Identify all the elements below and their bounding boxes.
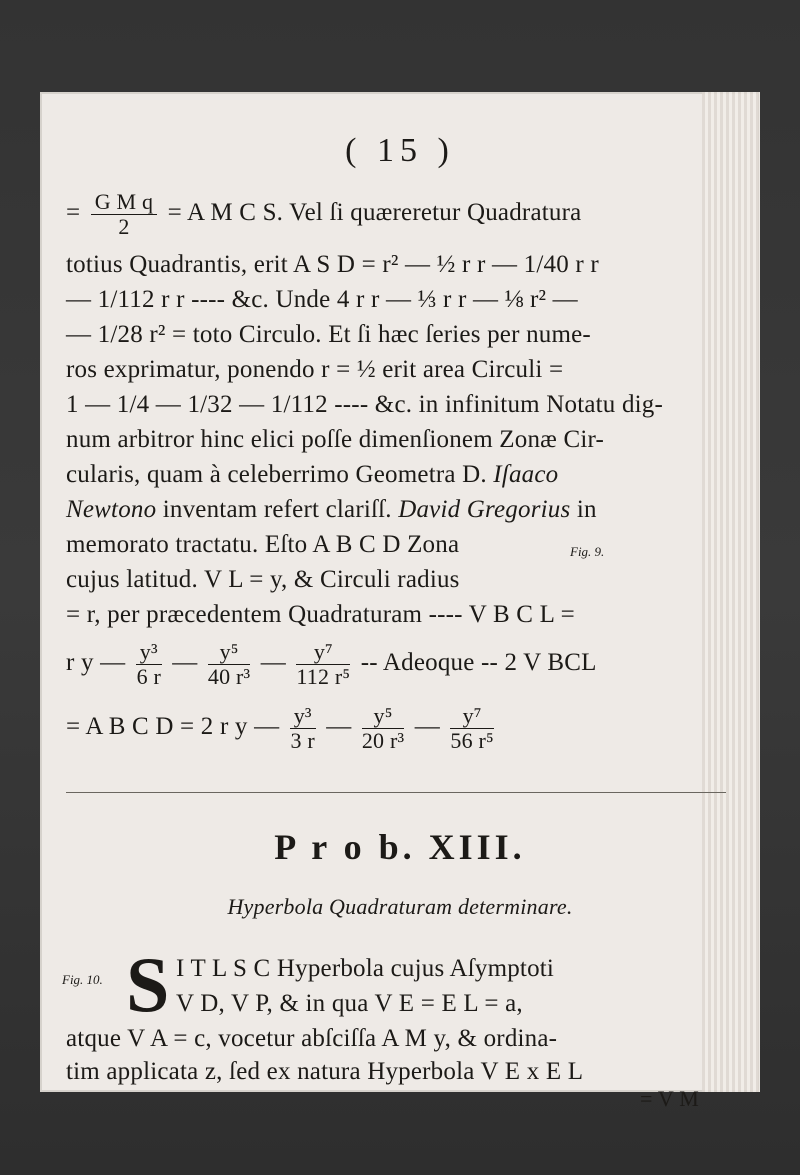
text-line-10: memorato tractatu. Eſto A B C D Zona xyxy=(66,531,460,558)
section-divider xyxy=(66,792,726,793)
text-line-6: 1 — 1/4 — 1/32 — 1/112 ---- &c. in infinitum Notatu dig- xyxy=(66,391,664,418)
text-line-12: = r, per præcedentem Quadraturam ---- V B C L = xyxy=(66,601,575,628)
text-line-9: Newtono inventam refert clariſſ. David Gregorius in xyxy=(66,496,597,523)
text-line-2: totius Quadrantis, erit A S D = r² — ½ r r — 1/40 r r xyxy=(66,251,599,278)
text-line-4: — 1/28 r² = toto Circulo. Et ſi hæc ſeries per nume- xyxy=(66,321,591,348)
fraction-14-2: $\frac{\text{y⁵}}{\text{20 r³}}$ xyxy=(361,703,405,753)
text-line-7: num arbitror hinc elici poſſe dimenſionem Zonæ Cir- xyxy=(66,426,605,453)
fraction-14-1: $\frac{\text{y³}}{3 r}$ xyxy=(290,703,315,753)
fraction-gmq: $\frac{\text{G M q}}{2}$ xyxy=(91,190,157,239)
problem-subtitle: Hyperbola Quadraturam determinare. xyxy=(227,894,573,919)
text-line-1: = $\frac{\text{G M q}}{2}$ = A M C S. Vel ſi quæreretur Quadratura xyxy=(66,189,582,239)
page-text xyxy=(40,92,760,1111)
text-line-5: ros exprimatur, ponendo r = ½ erit area Circuli = xyxy=(66,356,564,383)
text-line-p5: = V M xyxy=(640,1086,700,1111)
text-line-8: cularis, quam à celeberrimo Geometra D. Iſaaco xyxy=(66,461,559,488)
figure-9-label: Fig. 9. xyxy=(570,544,605,559)
text-line-3: — 1/112 r r ---- &c. Unde 4 r r — ⅓ r r — ⅛ r² — xyxy=(66,286,578,313)
equation-line-14: = A B C D = 2 r y — $\frac{\text{y³}}{3 r}$ — $\frac{\text{y⁵}}{\text{20 r³}}$ — $\frac{\text{y⁷}}{\text{56 r⁵}}$ xyxy=(66,703,494,753)
fraction-13-3: $\frac{\text{y⁷}}{\text{112 r⁵}}$ xyxy=(296,639,351,689)
text-line-p3: atque V A = c, vocetur abſciſſa A M y, & ordina- xyxy=(66,1025,558,1052)
equation-line-13: r y — $\frac{\text{y³}}{6 r}$ — $\frac{\text{y⁵}}{\text{40 r³}}$ — $\frac{\text{y⁷}}{\text{112 r⁵}}$ -- Adeoque -- 2 V BCL xyxy=(66,639,597,689)
page-header: ( 15 ) xyxy=(345,132,455,169)
book-page xyxy=(40,92,760,1111)
fraction-14-3: $\frac{\text{y⁷}}{\text{56 r⁵}}$ xyxy=(450,703,494,753)
drop-cap: S xyxy=(126,941,170,1028)
figure-10-label: Fig. 10. xyxy=(62,972,103,987)
text-line-p1: I T L S C Hyperbola cujus Aſymptoti xyxy=(176,955,555,982)
text-line-p4: tim applicata z, ſed ex natura Hyperbola V E x E L xyxy=(66,1058,584,1085)
fraction-13-2: $\frac{\text{y⁵}}{\text{40 r³}}$ xyxy=(207,639,251,689)
text-line-11: cujus latitud. V L = y, & Circuli radius xyxy=(66,566,460,593)
problem-title: P r o b. XIII. xyxy=(274,827,526,867)
fraction-13-1: $\frac{\text{y³}}{6 r}$ xyxy=(136,639,161,689)
text-line-p2: V D, V P, & in qua V E = E L = a, xyxy=(176,990,523,1017)
